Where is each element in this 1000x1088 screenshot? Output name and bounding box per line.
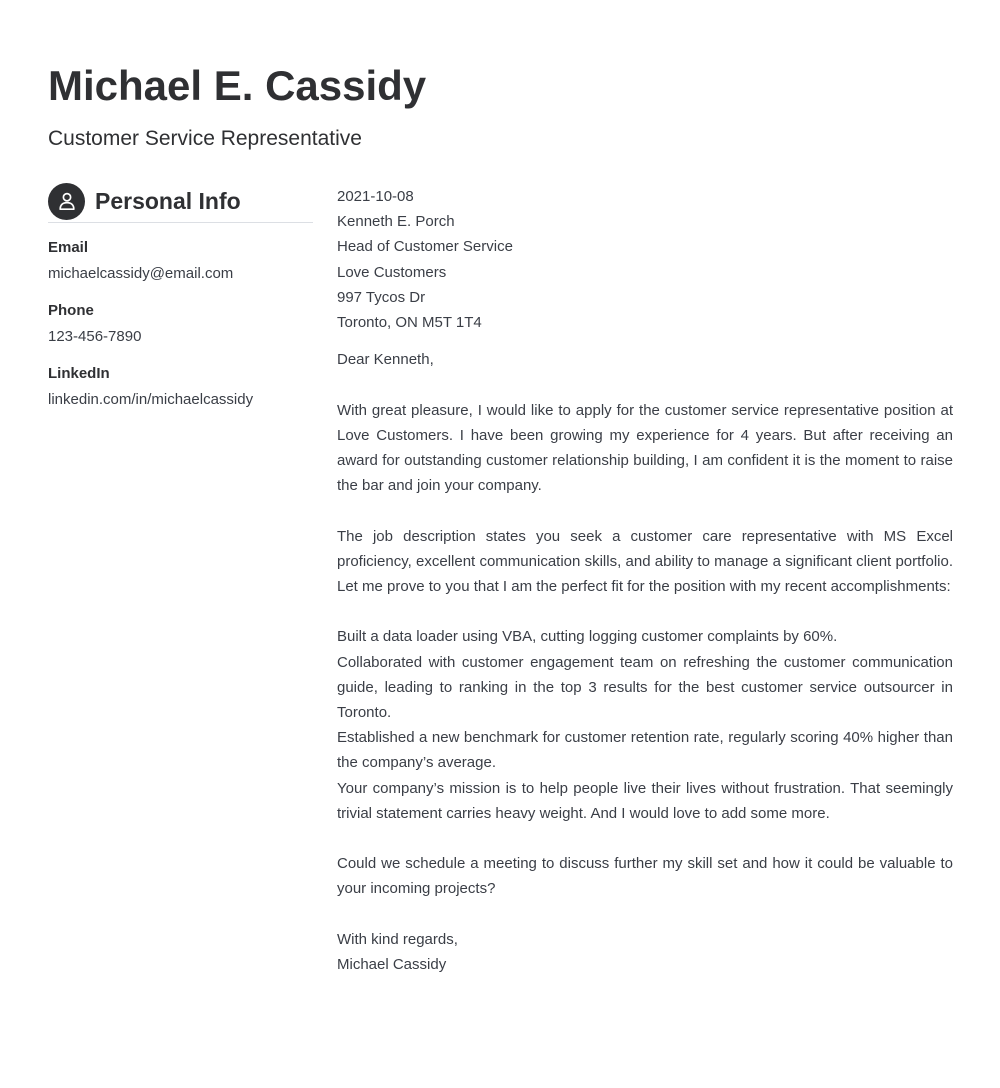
recipient-position: Head of Customer Service [337,238,513,256]
recipient-name: Kenneth E. Porch [337,213,455,231]
closing-paragraph: Could we schedule a meeting to discuss further my skill set and how it could be valuable to your incoming projects? [337,855,953,898]
salutation: Dear Kenneth, [337,351,434,369]
signature: Michael Cassidy [337,956,447,974]
accomplishment-item: Collaborated with customer engagement team on refreshing the customer communication guide, leading to ranking in the top 3 results for the best customer service outsourcer in Toronto. [337,653,953,722]
letter-paragraph: With great pleasure, I would like to apply for the customer service representative position at Love Customers. I have been growing my experience for 4 years. But after receiving an award for outstanding customer relationship building, I am confident it is the moment to raise the bar and join your company. [337,401,953,495]
letter-date: 2021-10-08 [337,188,414,205]
candidate-name: Michael E. Cassidy [48,62,427,109]
user-icon-glyph [57,191,77,211]
phone-label: Phone [48,302,94,319]
user-icon [48,183,85,220]
accomplishment-item: Your company’s mission is to help people live their lives without frustration. That seemingly trivial statement carries heavy weight. And I would love to add some more. [337,779,953,822]
section-title: Personal Info [95,188,241,214]
linkedin-label: LinkedIn [48,365,110,382]
sidebar [48,180,313,410]
email-info [48,238,313,284]
linkedin-info [48,364,313,410]
email-label: Email [48,239,89,256]
phone-value: 123-456-7890 [48,328,142,345]
candidate-title: Customer Service Representative [48,127,362,150]
cover-letter [337,184,953,977]
linkedin-value: linkedin.com/in/michaelcassidy [48,391,254,408]
personal-info-header [48,180,313,223]
recipient-city: Toronto, ON M5T 1T4 [337,314,482,332]
recipient-company: Love Customers [337,263,447,281]
accomplishment-item: Built a data loader using VBA, cutting logging customer complaints by 60%. [337,628,838,646]
accomplishment-item: Established a new benchmark for customer retention rate, regularly scoring 40% higher than the company’s average. [337,729,953,772]
recipient-street: 997 Tycos Dr [337,288,426,306]
letter-paragraph: The job description states you seek a customer care representative with MS Excel proficiency, excellent communication skills, and ability to manage a significant client portfolio. Let me prove to you that I am the perfect fit for the position with my recent accomplishments: [337,527,953,596]
phone-info [48,301,313,347]
email-value: michaelcassidy@email.com [48,265,234,282]
sign-off: With kind regards, [337,930,458,948]
